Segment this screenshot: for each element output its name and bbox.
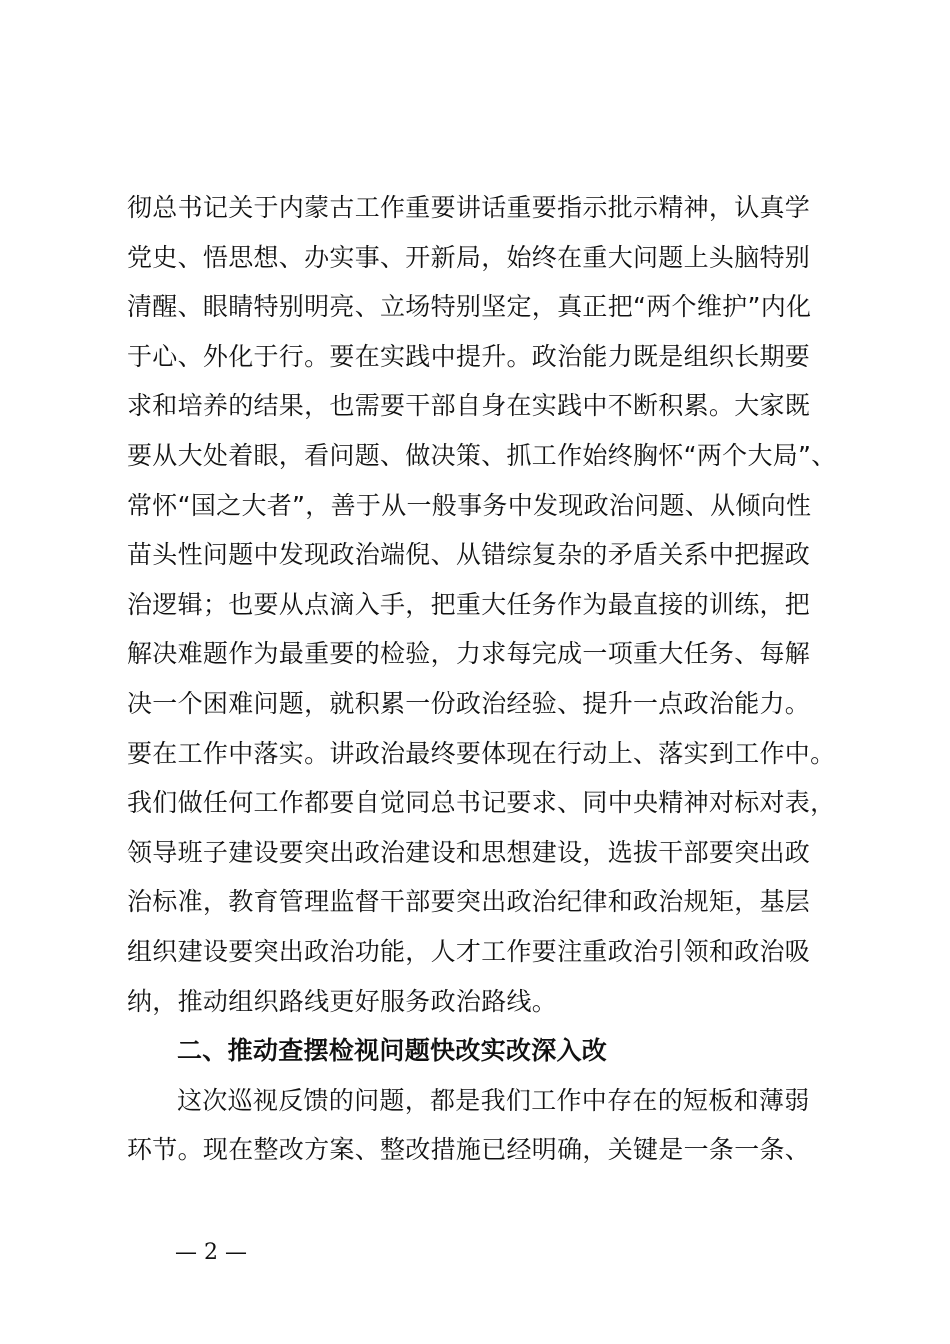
text-line: 治逻辑；也要从点滴入手，把重大任务作为最直接的训练，把 (127, 589, 811, 619)
text-line: 彻总书记关于内蒙古工作重要讲话重要指示批示精神，认真学 (127, 193, 811, 222)
text-line: 组织建设要突出政治功能，人才工作要注重政治引领和政治吸 (127, 936, 811, 966)
text-line: 于心、外化于行。要在实践中提升。政治能力既是组织长期要 (127, 341, 811, 371)
body-text (127, 183, 847, 1175)
text-line: 我们做任何工作都要自觉同总书记要求、同中央精神对标对表， (127, 788, 836, 818)
text-line: 解决难题作为最重要的检验，力求每完成一项重大任务、每解 (127, 639, 811, 669)
text-line: 求和培养的结果，也需要干部自身在实践中不断积累。大家既 (127, 391, 811, 421)
text-line: 这次巡视反馈的问题，都是我们工作中存在的短板和薄弱 (177, 1085, 810, 1115)
text-line: 治标准，教育管理监督干部要突出政治纪律和政治规矩，基层 (127, 887, 811, 917)
text-line: 决一个困难问题，就积累一份政治经验、提升一点政治能力。 (127, 688, 811, 718)
text-line: 清醒、眼睛特别明亮、立场特别坚定，真正把“两个维护”内化 (127, 292, 812, 322)
text-line: 领导班子建设要突出政治建设和思想建设，选拔干部要突出政 (127, 837, 811, 867)
text-line: 要在工作中落实。讲政治最终要体现在行动上、落实到工作中。 (127, 738, 836, 768)
section-heading: 二、推动查摆检视问题快改实改深入改 (177, 1036, 608, 1066)
text-line: 纳，推动组织路线更好服务政治路线。 (127, 986, 558, 1016)
text-line: 党史、悟思想、办实事、开新局，始终在重大问题上头脑特别 (127, 242, 811, 272)
text-line: 要从大处着眼，看问题、做决策、抓工作始终胸怀“两个大局”、 (127, 440, 837, 470)
text-line: 常怀“国之大者”，善于从一般事务中发现政治问题、从倾向性 (127, 490, 812, 520)
page-number: — 2 — (175, 1240, 247, 1265)
text-line: 环节。现在整改方案、整改措施已经明确，关键是一条一条、 (127, 1135, 811, 1165)
text-line: 苗头性问题中发现政治端倪、从错综复杂的矛盾关系中把握政 (127, 540, 811, 570)
